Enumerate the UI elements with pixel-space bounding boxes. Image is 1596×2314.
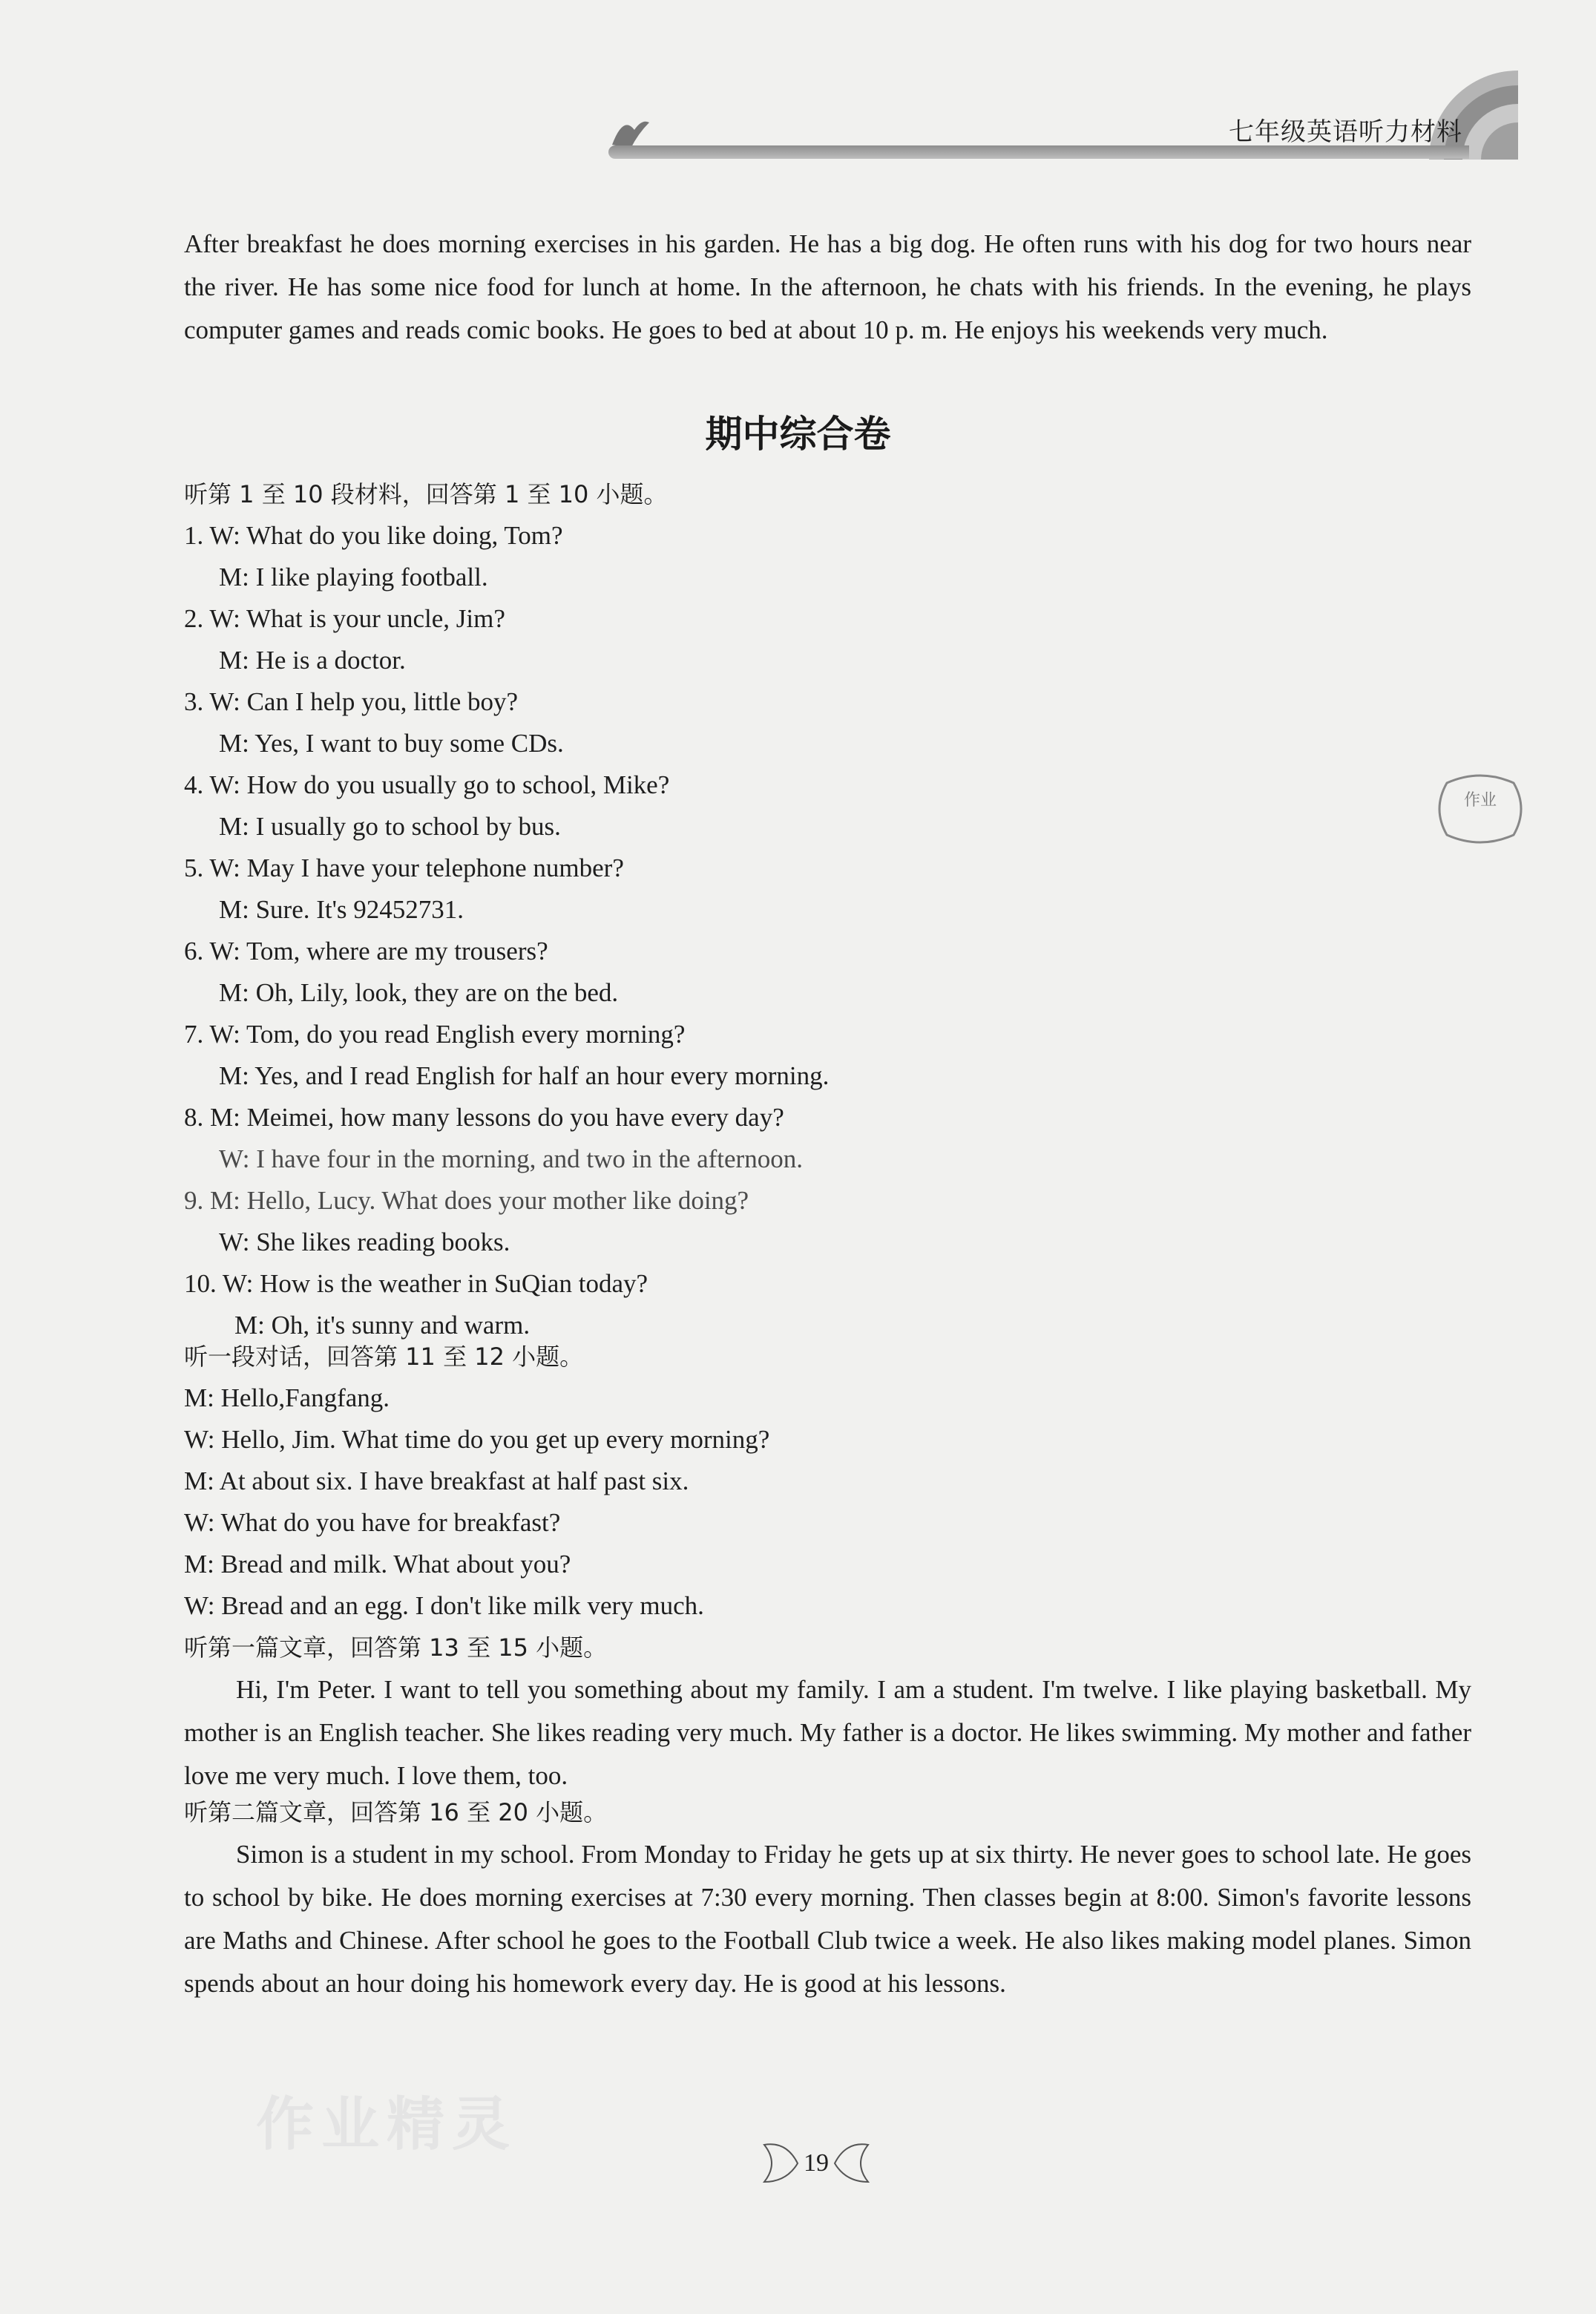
answer-line: M: Sure. It's 92452731. <box>219 895 464 924</box>
answer-line: M: I usually go to school by bus. <box>219 812 561 841</box>
dialogue-line: M: Bread and milk. What about you? <box>184 1550 571 1579</box>
intro-paragraph: After breakfast he does morning exercises in his garden. He has a big dog. He often runs with his dog for two hours near the river. He has some nice food for lunch at home. In the afternoon, he chats with his friends. In the evening, he plays computer games and reads comic books. He goes to bed at about 10 p. m. He enjoys his weekends very much. <box>184 229 1471 344</box>
question-line: 6. W: Tom, where are my trousers? <box>184 937 548 966</box>
question-line: 9. M: Hello, Lucy. What does your mother like doing? <box>184 1186 749 1215</box>
watermark: 作业精灵 <box>256 2091 518 2158</box>
part2-section <box>184 1336 1471 1627</box>
part4-section <box>184 1792 1471 2005</box>
answer-line: M: Oh, it's sunny and warm. <box>234 1311 531 1340</box>
part3-section <box>184 1627 1471 1797</box>
page-number: 19 <box>804 2149 829 2177</box>
dialogue-line: M: Hello,Fangfang. <box>184 1383 390 1412</box>
part1-instruction: 听第 1 至 10 段材料，回答第 1 至 10 小题。 <box>184 480 668 508</box>
part2-instruction: 听一段对话，回答第 11 至 12 小题。 <box>184 1343 584 1371</box>
stamp-logo <box>1432 768 1528 850</box>
part3-instruction: 听第一篇文章，回答第 13 至 15 小题。 <box>184 1633 608 1662</box>
svg-text:作业: 作业 <box>1463 791 1497 810</box>
dialogue-line: W: What do you have for breakfast? <box>184 1508 561 1537</box>
question-line: 1. W: What do you like doing, Tom? <box>184 521 563 550</box>
question-line: 7. W: Tom, do you read English every morning? <box>184 1020 686 1049</box>
question-line: 10. W: How is the weather in SuQian today? <box>184 1269 648 1298</box>
answer-line: M: Oh, Lily, look, they are on the bed. <box>219 978 619 1007</box>
intro-section <box>184 223 1471 352</box>
answer-line: M: He is a doctor. <box>219 646 406 675</box>
part4-instruction: 听第二篇文章，回答第 16 至 20 小题。 <box>184 1798 608 1826</box>
answer-line: M: I like playing football. <box>219 563 488 591</box>
passage-paragraph: Hi, I'm Peter. I want to tell you something about my family. I am a student. I'm twelve. I like playing basketball. My mother is an English teacher. She likes reading very much. My father is a doctor. He likes swimming. My mother and father love me very much. I love them, too. <box>184 1675 1471 1790</box>
question-line: 4. W: How do you usually go to school, Mike? <box>184 770 670 799</box>
section-title: 期中综合卷 <box>705 413 891 456</box>
part1-section <box>184 473 1471 1346</box>
answer-line: W: She likes reading books. <box>219 1228 510 1256</box>
question-line: 5. W: May I have your telephone number? <box>184 853 624 882</box>
question-line: 3. W: Can I help you, little boy? <box>184 687 519 716</box>
answer-line: W: I have four in the morning, and two in the afternoon. <box>219 1144 803 1173</box>
dialogue-line: W: Hello, Jim. What time do you get up every morning? <box>184 1425 770 1454</box>
running-header: 七年级英语听力材料 <box>1229 117 1462 147</box>
dialogue-line: M: At about six. I have breakfast at half past six. <box>184 1466 689 1495</box>
passage-paragraph: Simon is a student in my school. From Monday to Friday he gets up at six thirty. He never goes to school late. He goes to school by bike. He does morning exercises at 7:30 every morning. Then classes begin at 8:00. Simon's favorite lessons are Maths and Chinese. After school he goes to the Football Club twice a week. He also likes making model planes. Simon spends about an hour doing his homework every day. He is good at his lessons. <box>184 1840 1471 1998</box>
question-line: 8. M: Meimei, how many lessons do you have every day? <box>184 1103 784 1132</box>
answer-line: M: Yes, I want to buy some CDs. <box>219 729 564 758</box>
question-line: 2. W: What is your uncle, Jim? <box>184 604 505 633</box>
answer-line: M: Yes, and I read English for half an hour every morning. <box>219 1061 830 1090</box>
dialogue-line: W: Bread and an egg. I don't like milk very much. <box>184 1591 704 1620</box>
